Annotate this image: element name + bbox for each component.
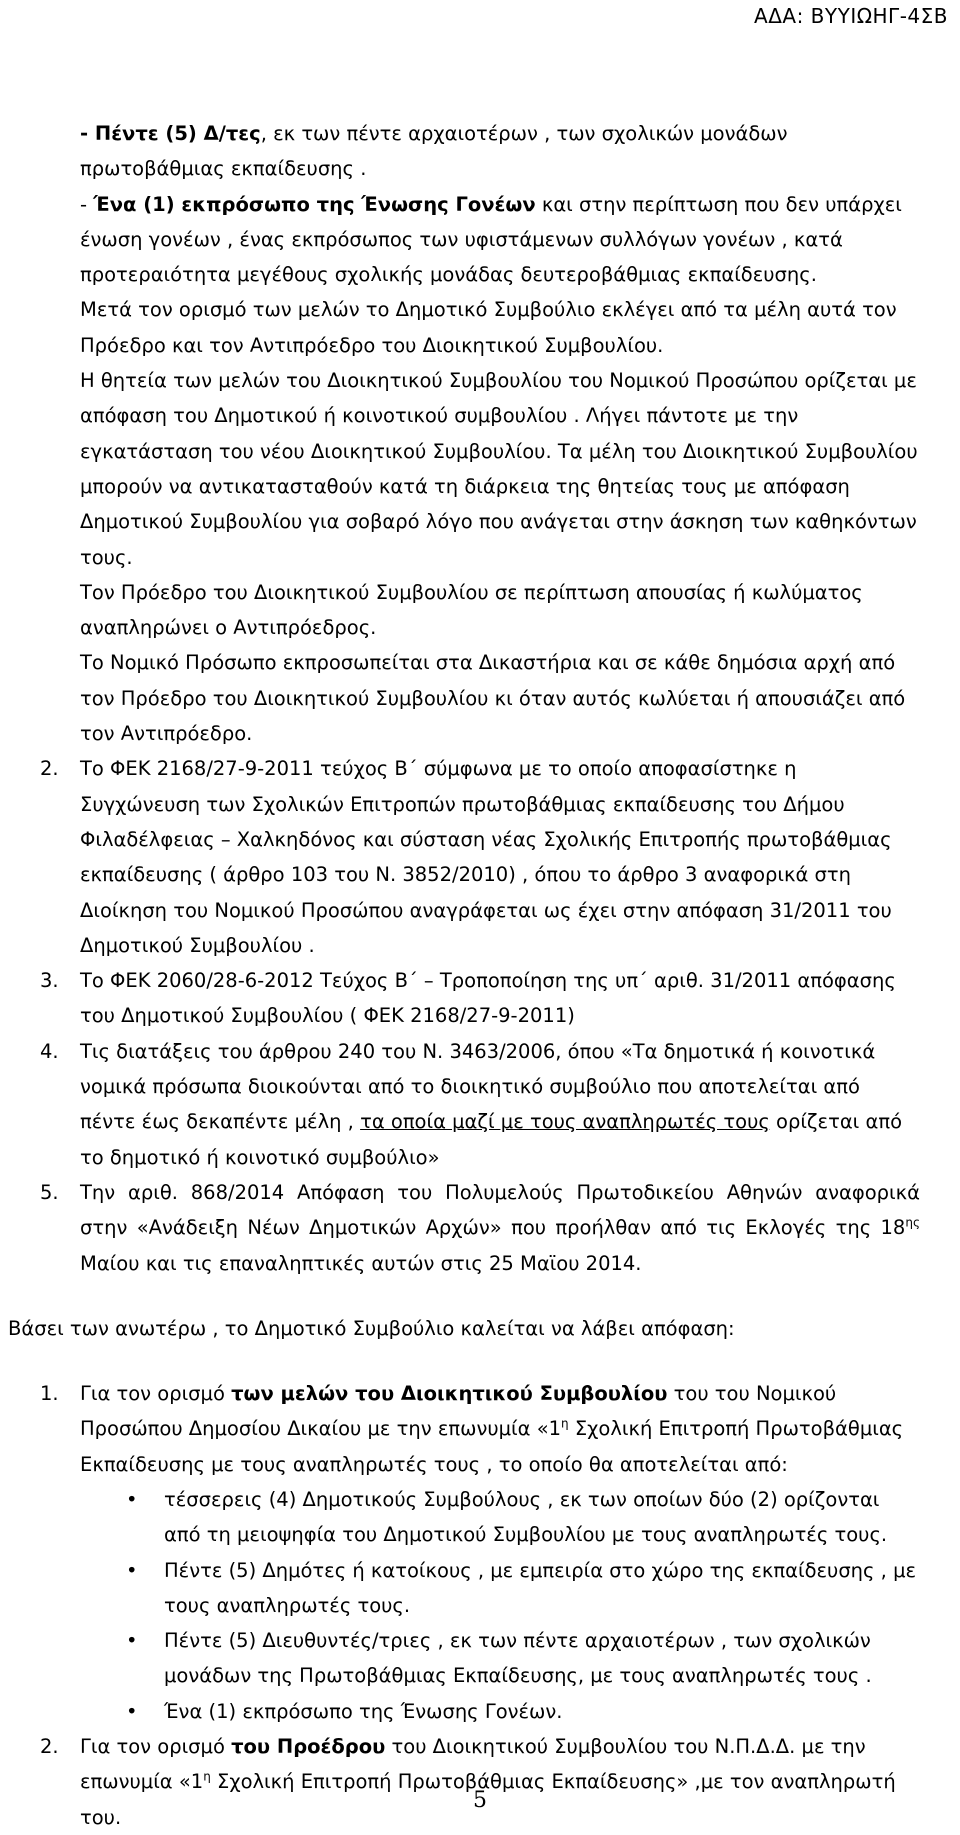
intro-representation: Το Νομικό Πρόσωπο εκπροσωπείται στα Δικαστήρια και σε κάθε δημόσια αρχή από τον Πρόεδρο του Διοικητικού Συμβουλίου κι όταν αυτός κωλύεται ή απουσιάζει από τον Αντιπρόεδρο. [80,651,906,746]
intro-election: Μετά τον ορισμό των μελών το Δημοτικό Συμβούλιο εκλέγει από τα μέλη αυτά τον Πρόεδρο και τον Αντιπρόεδρο του Διοικητικού Συμβουλίου. [80,298,897,357]
bullet-item [0,1623,960,1694]
decision-item-text-end: Σχολική Επιτροπή Πρωτοβάθμιας Εκπαίδευσης» ,με τον αναπληρωτή του. [80,1770,896,1829]
decision-item [0,1729,960,1835]
bullet-text: Ένα (1) εκπρόσωπο της Ένωσης Γονέων. [164,1699,563,1723]
page-number: 5 [473,1788,487,1813]
bullet-text: Πέντε (5) Διευθυντές/τριες , εκ των πέντε αρχαιοτέρων , των σχολικών μονάδων της Πρωτοβάθμιας Εκπαίδευσης, με τους αναπληρωτές τους . [164,1629,872,1688]
bullet-glyph: • [126,1699,138,1723]
intro-deputy: Τον Πρόεδρο του Διοικητικού Συμβουλίου σε περίπτωση απουσίας ή κωλύματος αναπληρώνει ο Αντιπρόεδρος. [80,580,863,640]
decision-item-number: 2. [40,1735,59,1759]
ada-code: ΑΔΑ: ΒΥΥΙΩΗΓ-4ΣΒ [754,4,948,28]
list-item [0,1034,960,1175]
decision-item-text-end: Σχολική Επιτροπή Πρωτοβάθμιας Εκπαίδευσης με τους αναπληρωτές τους , το οποίο θα αποτελείται από: [80,1417,904,1476]
decision-item-superscript: η [203,1769,211,1784]
bullet-glyph: • [126,1487,138,1511]
decision-item-bold: των μελών του Διοικητικού Συμβουλίου [231,1382,668,1406]
intro-directors-text: , εκ των πέντε αρχαιοτέρων , των σχολικών μονάδων πρωτοβάθμιας εκπαίδευσης . [80,122,788,181]
bullet-glyph: • [126,1629,138,1653]
document-body [0,116,960,1835]
decision-item-text: Για τον ορισμό [80,1735,232,1759]
bullet-item [0,1694,960,1729]
list-item-text: Τις διατάξεις του άρθρου 240 του Ν. 3463/2006, όπου «Τα δημοτικά ή κοινοτικά νομικά πρόσωπα διοικούνται από το διοικητικό συμβούλιο που αποτελείται από πέντε έως δεκαπέντε μέλη , [80,1039,876,1134]
list-item-text: Το ΦΕΚ 2060/28-6-2012 Τεύχος Β΄ – Τροποποίηση της υπ΄ αριθ. 31/2011 απόφασης του Δημοτικού Συμβουλίου ( ΦΕΚ 2168/27-9-2011) [80,969,896,1028]
bullet-item [0,1482,960,1553]
intro-directors [0,116,960,187]
intro-parents-text: και στην περίπτωση που δεν υπάρχει ένωση γονέων , ένας εκπρόσωπος των υφιστάμενων συλλόγων γονέων , κατά προτεραιότητα μεγέθους σχολικής μονάδας δευτεροβάθμιας εκπαίδευσης. [80,192,902,287]
list-item [0,1175,960,1281]
bullet-glyph: • [126,1558,138,1582]
decision-item-superscript: η [561,1416,569,1431]
list-item-text: Το ΦΕΚ 2168/27-9-2011 τεύχος Β΄ σύμφωνα με το οποίο αποφασίστηκε η Συγχώνευση των Σχολικών Επιτροπών πρωτοβάθμιας εκπαίδευσης του Δήμου Φιλαδέλφειας – Χαλκηδόνος και σύσταση νέας Σχολικής Επιτροπής πρωτοβάθμιας εκπαίδευσης ( άρθρο 103 του Ν. 3852/2010) , όπου το άρθρο 3 αναφορικά στη Διοίκηση του Νομικού Προσώπου αναγράφεται ως έχει στην απόφαση 31/2011 του Δημοτικού Συμβουλίου . [80,757,892,957]
bullet-text: τέσσερεις (4) Δημοτικούς Συμβούλους , εκ των οποίων δύο (2) ορίζονται από τη μειοψηφία του Δημοτικού Συμβουλίου με τους αναπληρωτές τους. [164,1487,888,1547]
decision-intro: Βάσει των ανωτέρω , το Δημοτικό Συμβούλιο καλείται να λάβει απόφαση: [8,1316,735,1340]
intro-parents-dash: - [80,192,94,216]
decision-list [0,1376,960,1835]
intro-directors-bold: - Πέντε (5) Δ/τες [80,122,261,145]
decision-item [0,1376,960,1482]
list-item-number: 4. [40,1039,59,1063]
bullet-text: Πέντε (5) Δημότες ή κατοίκους , με εμπειρία στο χώρο της εκπαίδευσης , με τους αναπληρωτές τους. [164,1558,917,1617]
list-item [0,963,960,1034]
decision-item-text-mid: του του Νομικού Προσώπου Δημοσίου Δικαίου με την επωνυμία «1 [80,1382,837,1441]
reference-list [0,751,960,1280]
decision-item-text-mid: του Διοικητικού Συμβουλίου του Ν.Π.Δ.Δ. με την επωνυμία «1 [80,1735,866,1794]
list-item-number: 5. [40,1180,59,1204]
intro-parents-bold: Ένα (1) εκπρόσωπο της Ένωσης Γονέων [93,192,536,216]
intro-parents [0,187,960,293]
list-item-text: Την αριθ. 868/2014 Απόφαση του Πολυμελούς Πρωτοδικείου Αθηνών αναφορικά στην «Ανάδειξη Νέων Δημοτικών Αρχών» που προήλθαν από τις Εκλογές της 18 [80,1180,920,1240]
intro-term: Η θητεία των μελών του Διοικητικού Συμβουλίου του Νομικού Προσώπου ορίζεται με απόφαση του Δημοτικού ή κοινοτικού συμβουλίου . Λήγει πάντοτε με την εγκατάσταση του νέου Διοικητικού Συμβουλίου. Τα μέλη του Διοικητικού Συμβουλίου μπορούν να αντικατασταθούν κατά τη διάρκεια της θητείας τους με απόφαση Δημοτικού Συμβουλίου για σοβαρό λόγο που ανάγεται στην άσκηση των καθηκόντων τους. [80,369,918,569]
list-item-text-end: Μαίου και τις επαναληπτικές αυτών στις 25 Μαϊου 2014. [80,1251,642,1275]
bullet-item [0,1553,960,1624]
list-item-text-end: ορίζεται από το δημοτικό ή κοινοτικό συμβούλιο» [80,1110,902,1169]
member-bullets [0,1482,960,1729]
list-item-number: 2. [40,757,59,781]
decision-item-text: Για τον ορισμό [80,1382,232,1406]
decision-item-bold: του Προέδρου [231,1735,386,1759]
list-item [0,751,960,963]
list-item-underlined: τα οποία μαζί με τους αναπληρωτές τους [360,1110,770,1134]
decision-item-number: 1. [40,1382,59,1406]
list-item-number: 3. [40,969,59,993]
list-item-superscript: ης [905,1215,920,1230]
